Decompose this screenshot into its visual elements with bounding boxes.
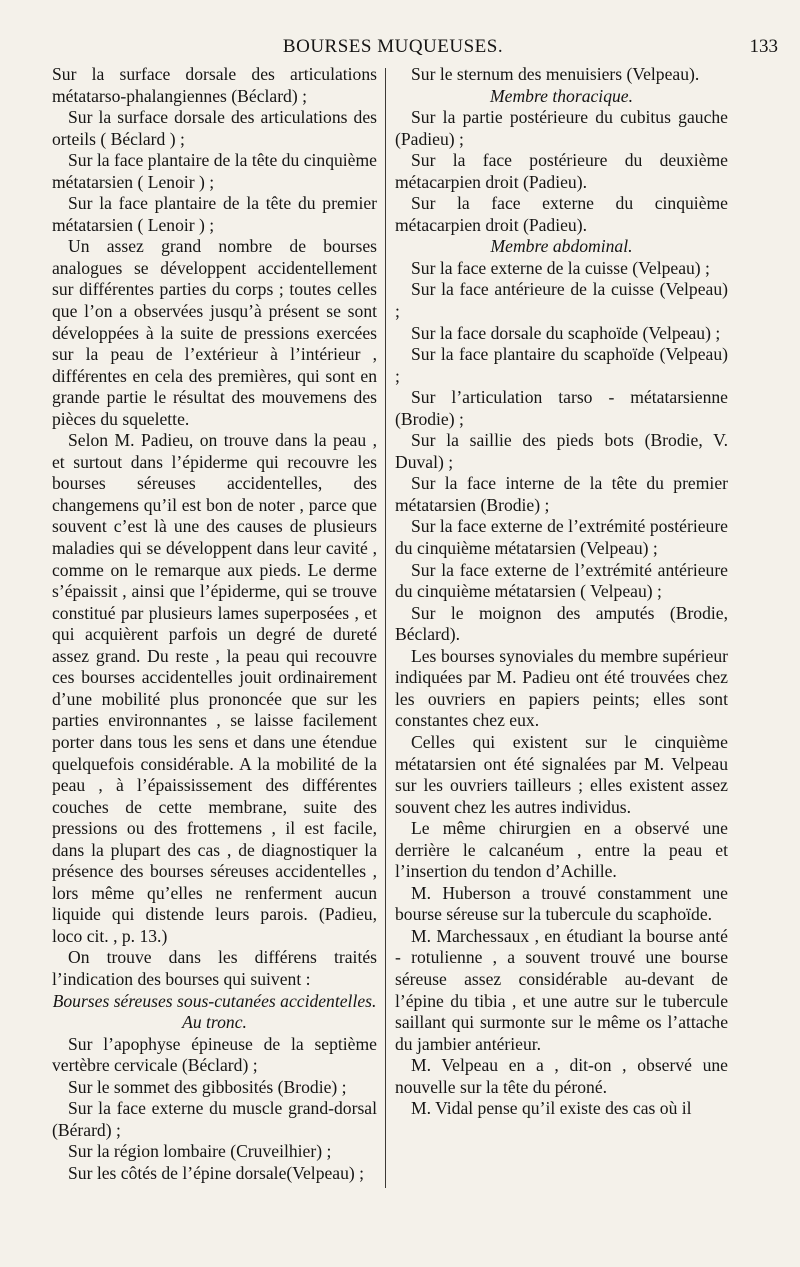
left-column <box>52 64 377 1184</box>
paragraph: Sur la face plantaire de la tête du premier métatarsien ( Lenoir ) ; <box>52 193 377 235</box>
paragraph: Sur la surface dorsale des articulations métatarso-phalangiennes (Béclard) ; <box>52 64 377 106</box>
paragraph: M. Huberson a trouvé constamment une bourse séreuse sur la tubercule du scaphoïde. <box>395 882 728 925</box>
paragraph: M. Marchessaux , en étudiant la bourse anté - rotulienne , a souvent trouvé une bourse séreuse assez considérable au-devant de l’épine du tibia , et une autre sur le tubercule saillant qui surmonte sur le même os l’attache du jambier antérieur. <box>395 925 728 1054</box>
paragraph: Un assez grand nombre de bourses analogues se développent accidentellement sur différentes parties du corps ; toutes celles que l’on a observées jusqu’à présent se sont développées à la suite de pressions exercées sur la peau de l’extérieur à l’intérieur , différentes en cela des premières, qui sont en grande partie le résultat des mouvemens des pièces du squelette. <box>52 236 377 429</box>
paragraph: Les bourses synoviales du membre supérieur indiquées par M. Padieu ont été trouvées chez les ouvriers en papiers peints; elles sont constantes chez eux. <box>395 645 728 731</box>
paragraph: Sur la face externe de la cuisse (Velpeau) ; <box>411 257 710 278</box>
section-heading: Membre thoracique. <box>490 85 633 106</box>
paragraph: Sur la face externe du muscle grand-dorsal (Bérard) ; <box>52 1098 377 1140</box>
column-divider <box>385 68 386 1188</box>
paragraph: Celles qui existent sur le cinquième métatarsien ont été signalées par M. Velpeau sur les ouvriers tailleurs ; elles existent assez souvent chez les autres individus. <box>395 731 728 817</box>
paragraph: Sur la face externe de l’extrémité antérieure du cinquième métatarsien ( Velpeau) ; <box>395 559 728 602</box>
right-column <box>395 64 728 1120</box>
paragraph: Sur la région lombaire (Cruveilhier) ; <box>68 1141 332 1162</box>
paragraph: Sur le sternum des menuisiers (Velpeau). <box>411 64 700 84</box>
paragraph: Sur la surface dorsale des articulations des orteils ( Béclard ) ; <box>52 107 377 149</box>
paragraph: Sur la face externe du cinquième métacarpien droit (Padieu). <box>395 193 728 235</box>
paragraph: Sur les côtés de l’épine dorsale(Velpeau) ; <box>68 1162 365 1183</box>
section-heading: Membre abdominal. <box>490 236 633 257</box>
running-head <box>48 34 778 64</box>
paragraph: Le même chirurgien en a observé une derrière le calcanéum , entre la peau et l’insertion du tendon d’Achille. <box>395 818 728 882</box>
paragraph: Sur la face externe de l’extrémité postérieure du cinquième métatarsien (Velpeau) ; <box>395 516 728 559</box>
section-heading: Bourses séreuses sous-cutanées accidentelles. <box>52 990 377 1011</box>
paragraph: Sur la face interne de la tête du premier métatarsien (Brodie) ; <box>395 473 728 515</box>
paragraph: Sur la face plantaire de la tête du cinquième métatarsien ( Lenoir ) ; <box>52 150 377 192</box>
paragraph: M. Velpeau en a , dit-on , observé une nouvelle sur la tête du péroné. <box>395 1055 728 1097</box>
paragraph: Sur la face plantaire du scaphoïde (Velpeau) ; <box>395 344 728 386</box>
paragraph: Sur la saillie des pieds bots (Brodie, V. Duval) ; <box>395 430 728 472</box>
paragraph: Sur le sommet des gibbosités (Brodie) ; <box>68 1076 347 1097</box>
paragraph: Sur la partie postérieure du cubitus gauche (Padieu) ; <box>395 107 728 149</box>
paragraph: Selon M. Padieu, on trouve dans la peau , et surtout dans l’épiderme qui recouvre les bourses séreuses accidentelles, des changemens qu’il est bon de noter , parce que souvent c’est là une des causes de plusieurs maladies qui se développent dans leur cavité , comme on le remarque aux pieds. Le derme s’épaissit , ainsi que l’épiderme, qui se trouve constitué par plusieurs lames superposées , et qui acquièrent parfois un degré de dureté assez grand. Du reste , la peau qui recouvre ces bourses accidentelles jouit ordinairement d’une mobilité plus prononcée que sur les parties environnantes , se laisse facilement porter dans tous les sens et dans une étendue quelquefois considérable. A la mobilité de la peau , à l’épaississement des différentes couches de cette membrane, suite des pressions ou des frottemens , il est facile, dans la plupart des cas , de diagnostiquer la présence des bourses séreuses accidentelles , lors même qu’elles ne renferment aucun liquide qui distende leurs parois. (Padieu, loco cit. , p. 13.) <box>52 430 377 946</box>
paragraph: Sur le moignon des amputés (Brodie, Béclard). <box>395 602 728 645</box>
paragraph: Sur l’articulation tarso - métatarsienne (Brodie) ; <box>395 387 728 429</box>
page-number: 133 <box>749 36 778 57</box>
page-title: BOURSES MUQUEUSES. <box>282 36 504 57</box>
paragraph: M. Vidal pense qu’il existe des cas où il <box>411 1098 692 1119</box>
paragraph: Sur la face postérieure du deuxième métacarpien droit (Padieu). <box>395 150 728 192</box>
paragraph: On trouve dans les différens traités l’indication des bourses qui suivent : <box>52 947 377 989</box>
section-heading: Au tronc. <box>182 1012 247 1033</box>
paragraph: Sur la face antérieure de la cuisse (Velpeau) ; <box>395 279 728 322</box>
paragraph: Sur l’apophyse épineuse de la septième vertèbre cervicale (Béclard) ; <box>52 1033 377 1076</box>
paragraph: Sur la face dorsale du scaphoïde (Velpeau) ; <box>411 322 721 343</box>
